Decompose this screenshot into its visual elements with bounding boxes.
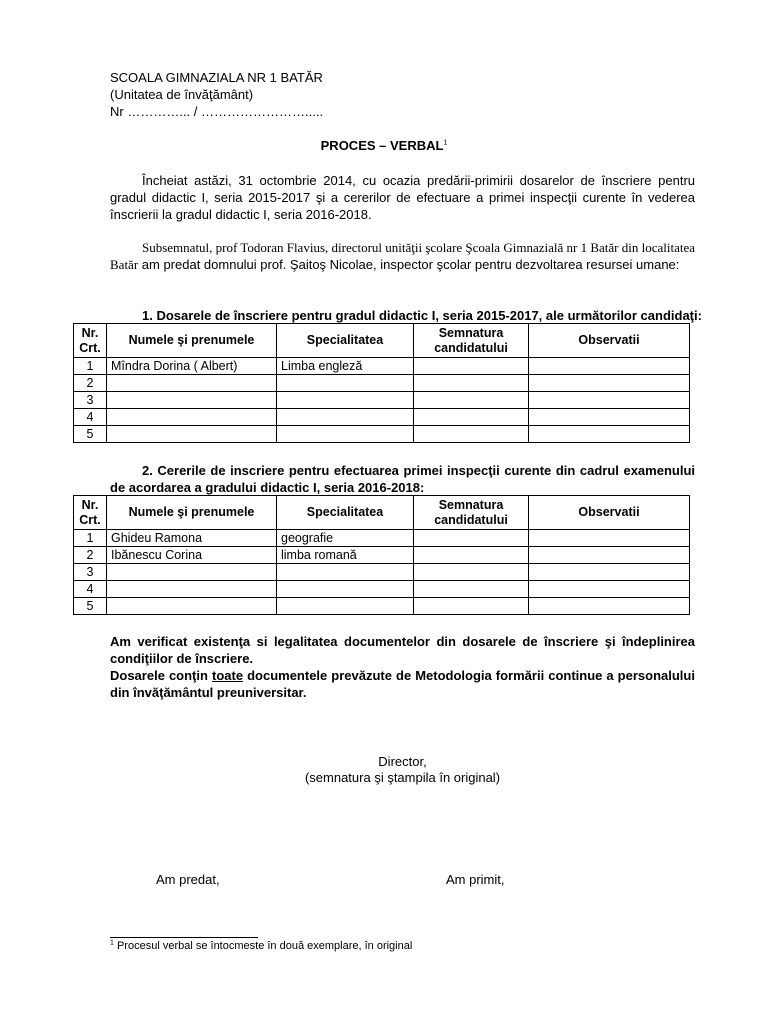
letterhead bbox=[110, 69, 695, 120]
cell-observations bbox=[529, 409, 690, 426]
verification-line-2: Dosarele conţin toate documentele prevăzute de Metodologia formării continue a personalului din învăţământul preuniversitar. bbox=[110, 668, 695, 700]
document-title: PROCES – VERBAL$^1$ bbox=[320, 138, 448, 153]
footnote-divider bbox=[110, 937, 258, 938]
cell-signature bbox=[414, 426, 529, 443]
director-label: Director, bbox=[378, 754, 427, 769]
verification-line-1: Am verificat existenţa si legalitatea documentelor din dosarele de înscriere şi îndeplinirea condiţiilor de înscriere. bbox=[110, 634, 695, 666]
signatory-paragraph bbox=[110, 239, 695, 273]
cell-nr: 1 bbox=[74, 358, 107, 375]
cell-spec: Limba engleză bbox=[277, 358, 414, 375]
cell-signature bbox=[414, 358, 529, 375]
cell-observations bbox=[529, 564, 690, 581]
col-header-spec: Specialitatea bbox=[277, 324, 414, 358]
table-row bbox=[74, 375, 690, 392]
cell-observations bbox=[529, 530, 690, 547]
handed-over-label: Am predat, bbox=[156, 872, 220, 887]
cell-nr: 2 bbox=[74, 547, 107, 564]
cell-nr: 5 bbox=[74, 426, 107, 443]
table-row bbox=[74, 358, 690, 375]
intro-paragraph: Încheiat astăzi, 31 octombrie 2014, cu ocazia predării-primirii dosarelor de înscriere pentru gradul didactic I, seria 2015-2017 şi a cererilor de efectuare a primei inspecţii curente în vederea înscrierii la gradul didactic I, seria 2016-2018. bbox=[110, 173, 695, 222]
cell-nr: 4 bbox=[74, 409, 107, 426]
cell-nr: 3 bbox=[74, 564, 107, 581]
table-row bbox=[74, 581, 690, 598]
table-row bbox=[74, 530, 690, 547]
cell-signature bbox=[414, 530, 529, 547]
cell-spec bbox=[277, 392, 414, 409]
cell-observations bbox=[529, 547, 690, 564]
cell-signature bbox=[414, 598, 529, 615]
cell-name bbox=[107, 581, 277, 598]
cell-name bbox=[107, 564, 277, 581]
cell-spec bbox=[277, 426, 414, 443]
cell-observations bbox=[529, 392, 690, 409]
col-header-signature: Semnatura candidatului bbox=[414, 496, 529, 530]
cell-spec: limba romană bbox=[277, 547, 414, 564]
section2-heading: 2. Cererile de inscriere pentru efectuarea primei inspecţii curente din cadrul examenului de acordarea a gradului didactic I, seria 2016-2018: bbox=[110, 463, 695, 495]
col-header-name: Numele şi prenumele bbox=[107, 496, 277, 530]
cell-nr: 4 bbox=[74, 581, 107, 598]
cell-observations bbox=[529, 426, 690, 443]
unit-label: (Unitatea de învăţământ) bbox=[110, 87, 254, 102]
table-row bbox=[74, 598, 690, 615]
cell-name: Mîndra Dorina ( Albert) bbox=[107, 358, 277, 375]
col-header-observations: Observatii bbox=[529, 496, 690, 530]
cell-name bbox=[107, 375, 277, 392]
table-row bbox=[74, 564, 690, 581]
footnote bbox=[110, 939, 412, 953]
cell-spec bbox=[277, 564, 414, 581]
table-header-row bbox=[74, 324, 690, 358]
cell-signature bbox=[414, 375, 529, 392]
cell-spec bbox=[277, 375, 414, 392]
cell-spec bbox=[277, 409, 414, 426]
cell-spec bbox=[277, 598, 414, 615]
section1-heading: 1. Dosarele de înscriere pentru gradul didactic I, seria 2015-2017, ale următorilor candidaţi: bbox=[142, 308, 702, 323]
cell-signature bbox=[414, 564, 529, 581]
col-header-nr: Nr. Crt. bbox=[74, 324, 107, 358]
table-row bbox=[74, 547, 690, 564]
signatory-serif-text: Subsemnatul, prof Todoran Flavius, directorul unităţii şcolare Şcoala Gimnazială nr 1 Batăr din localitatea Batăr bbox=[110, 240, 695, 272]
cell-signature bbox=[414, 409, 529, 426]
cell-name bbox=[107, 426, 277, 443]
cell-nr: 2 bbox=[74, 375, 107, 392]
cell-observations bbox=[529, 598, 690, 615]
footnote-mark: 1 bbox=[110, 939, 114, 947]
cell-name bbox=[107, 392, 277, 409]
received-label: Am primit, bbox=[446, 872, 505, 887]
table-section2 bbox=[73, 495, 690, 615]
cell-spec bbox=[277, 581, 414, 598]
cell-nr: 1 bbox=[74, 530, 107, 547]
table-section1 bbox=[73, 323, 690, 443]
verification-statement bbox=[110, 633, 695, 701]
col-header-nr: Nr. Crt. bbox=[74, 496, 107, 530]
cell-name bbox=[107, 598, 277, 615]
cell-name: Ghideu Ramona bbox=[107, 530, 277, 547]
cell-name bbox=[107, 409, 277, 426]
cell-nr: 3 bbox=[74, 392, 107, 409]
footnote-text: Procesul verbal se întocmeste în două exemplare, în original bbox=[116, 940, 413, 952]
table-row bbox=[74, 392, 690, 409]
cell-nr: 5 bbox=[74, 598, 107, 615]
underlined-word: toate bbox=[211, 668, 244, 683]
table-row bbox=[74, 426, 690, 443]
director-signature-note: (semnatura şi ştampila în original) bbox=[304, 770, 501, 785]
cell-signature bbox=[414, 581, 529, 598]
col-header-spec: Specialitatea bbox=[277, 496, 414, 530]
cell-name: Ibănescu Corina bbox=[107, 547, 277, 564]
table-row bbox=[74, 409, 690, 426]
col-header-observations: Observatii bbox=[529, 324, 690, 358]
table-header-row bbox=[74, 496, 690, 530]
school-name: SCOALA GIMNAZIALA NR 1 BATĂR bbox=[110, 70, 323, 85]
cell-spec: geografie bbox=[277, 530, 414, 547]
registration-number: Nr …………... / ……………………..... bbox=[110, 104, 324, 119]
title-footnote-mark: 1 bbox=[443, 139, 448, 147]
signatory-sans-text: am predat domnului prof. Şaitoş Nicolae, inspector şcolar pentru dezvoltarea resursei umane: bbox=[141, 257, 680, 272]
cell-signature bbox=[414, 547, 529, 564]
cell-observations bbox=[529, 375, 690, 392]
cell-signature bbox=[414, 392, 529, 409]
col-header-signature: Semnatura candidatului bbox=[414, 324, 529, 358]
col-header-name: Numele şi prenumele bbox=[107, 324, 277, 358]
cell-observations bbox=[529, 581, 690, 598]
cell-observations bbox=[529, 358, 690, 375]
